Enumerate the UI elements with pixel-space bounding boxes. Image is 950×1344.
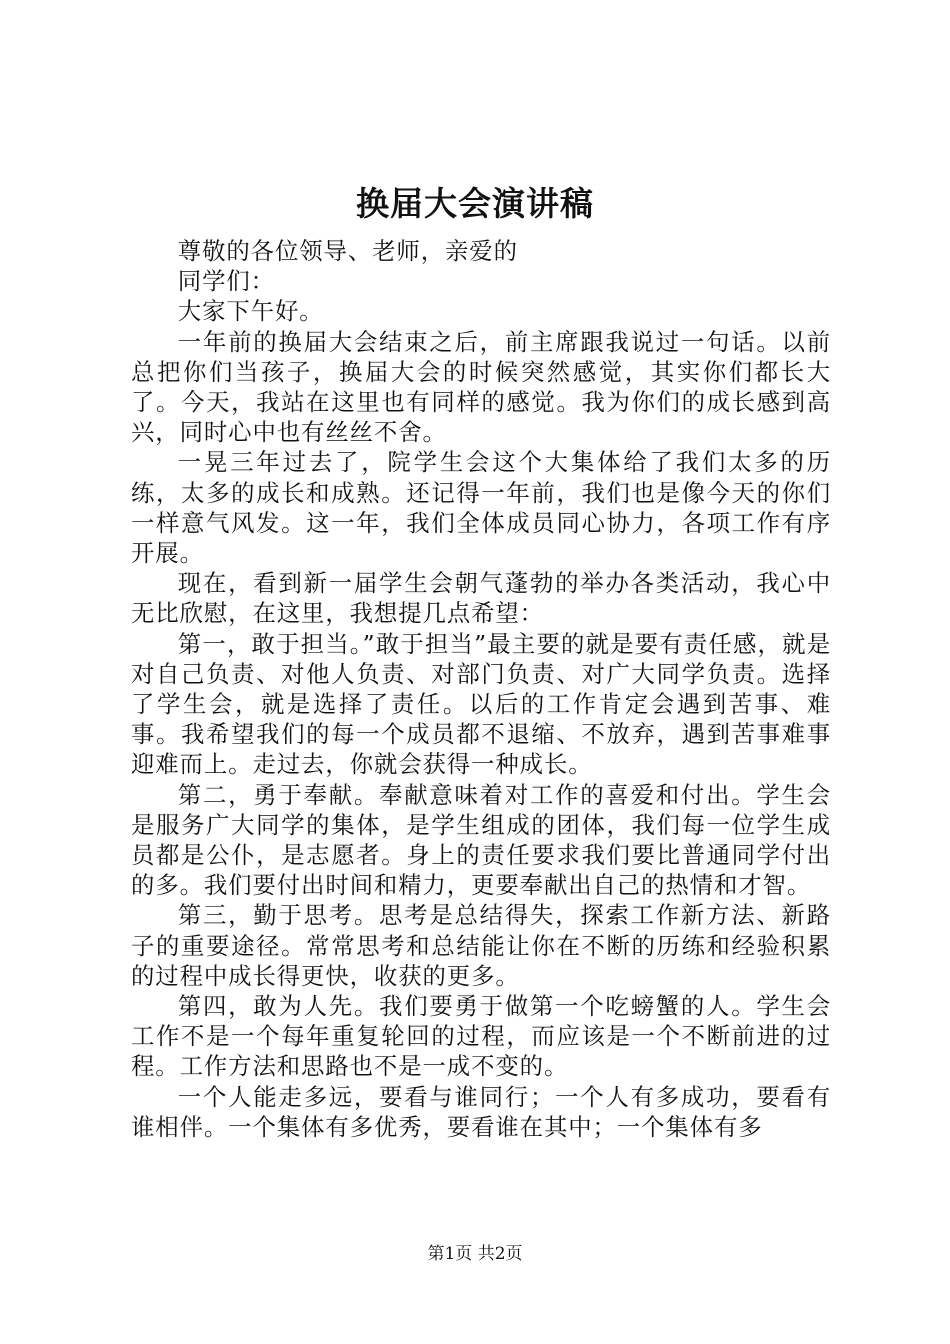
body-paragraph: 一晃三年过去了，院学生会这个大集体给了我们太多的历练，太多的成长和成熟。还记得一年前，我们也是像今天的你们一样意气风发。这一年，我们全体成员同心协力，各项工作有序开展。 bbox=[131, 448, 831, 568]
document-body bbox=[131, 236, 831, 1142]
body-paragraph: 一个人能走多远，要看与谁同行；一个人有多成功，要看有谁相伴。一个集体有多优秀，要看谁在其中；一个集体有多 bbox=[131, 1082, 831, 1141]
body-paragraph: 第三，勤于思考。思考是总结得失，探索工作新方法、新路子的重要途径。常常思考和总结能让你在不断的历练和经验积累的过程中成长得更快，收获的更多。 bbox=[131, 901, 831, 990]
body-paragraph: 现在，看到新一届学生会朝气蓬勃的举办各类活动，我心中无比欣慰，在这里，我想提几点希望： bbox=[131, 569, 831, 628]
salutation-line-2: 同学们： bbox=[177, 267, 275, 296]
salutation-line-1: 尊敬的各位领导、老师，亲爱的 bbox=[177, 237, 518, 265]
body-paragraph: 第四，敢为人先。我们要勇于做第一个吃螃蟹的人。学生会工作不是一个每年重复轮回的过程，而应该是一个不断前进的过程。工作方法和思路也不是一成不变的。 bbox=[131, 992, 831, 1081]
body-paragraph: 第一，敢于担当。”敢于担当”最主要的就是要有责任感，就是对自己负责、对他人负责、对部门负责、对广大同学负责。选择了学生会，就是选择了责任。以后的工作肯定会遇到苦事、难事。我希望我们的每一个成员都不退缩、不放弃，遇到苦事难事迎难而上。走过去，你就会获得一种成长。 bbox=[131, 629, 831, 779]
body-paragraph: 一年前的换届大会结束之后，前主席跟我说过一句话。以前总把你们当孩子，换届大会的时候突然感觉，其实你们都长大了。今天，我站在这里也有同样的感觉。我为你们的成长感到高兴，同时心中也有丝丝不舍。 bbox=[131, 327, 831, 447]
greeting-paragraph: 大家下午好。 bbox=[177, 297, 324, 326]
body-paragraph: 第二，勇于奉献。奉献意味着对工作的喜爱和付出。学生会是服务广大同学的集体，是学生组成的团体，我们每一位学生成员都是公仆，是志愿者。身上的责任要求我们要比普通同学付出的多。我们要付出时间和精力，更要奉献出自己的热情和才智。 bbox=[131, 780, 831, 900]
page-number-footer: 第1页 共2页 bbox=[427, 1244, 523, 1264]
document-title: 换届大会演讲稿 bbox=[356, 184, 594, 223]
